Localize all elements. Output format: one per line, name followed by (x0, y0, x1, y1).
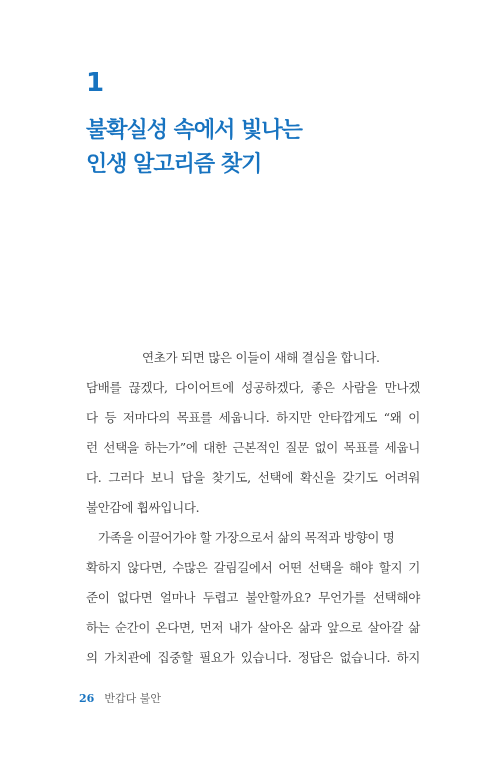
paragraph-line: 담배를 끊겠다, 다이어트에 성공하겠다, 좋은 사람을 만나겠 (86, 380, 420, 395)
paragraph-line: 다. 그러다 보니 답을 찾기도, 선택에 확신을 갖기도 어려워 (86, 470, 420, 485)
chapter-title-line: 불확실성 속에서 빛나는 (86, 118, 302, 143)
page-footer (79, 690, 161, 706)
paragraph-line: 가족을 이끌어가야 할 가장으로서 삶의 목적과 방향이 명 (98, 530, 395, 545)
paragraph-line: 다 등 저마다의 목표를 세웁니다. 하지만 안타깝게도 “왜 이 (86, 410, 420, 425)
paragraph-line: 확하지 않다면, 수많은 갈림길에서 어떤 선택을 해야 할지 기 (86, 560, 420, 575)
paragraph-line: 런 선택을 하는가”에 대한 근본적인 질문 없이 목표를 세웁니 (86, 440, 420, 455)
chapter-title (86, 114, 302, 182)
page-number: 26 (79, 692, 95, 705)
paragraph-line: 하는 순간이 온다면, 먼저 내가 살아온 삶과 앞으로 살아갈 삶 (86, 620, 420, 635)
paragraph-line: 불안감에 휩싸입니다. (86, 500, 200, 515)
body-text (86, 343, 420, 673)
paragraph-line: 준이 없다면 얼마나 두렵고 불안할까요? 무언가를 선택해야 (86, 590, 420, 605)
running-title: 반갑다 불안 (104, 692, 161, 705)
paragraph-line: 연초가 되면 많은 이들이 새해 결심을 합니다. (142, 350, 380, 365)
paragraph-line: 의 가치관에 집중할 필요가 있습니다. 정답은 없습니다. 하지 (86, 650, 420, 665)
chapter-title-line: 인생 알고리즘 찾기 (86, 152, 262, 177)
chapter-number: 1 (86, 68, 105, 98)
